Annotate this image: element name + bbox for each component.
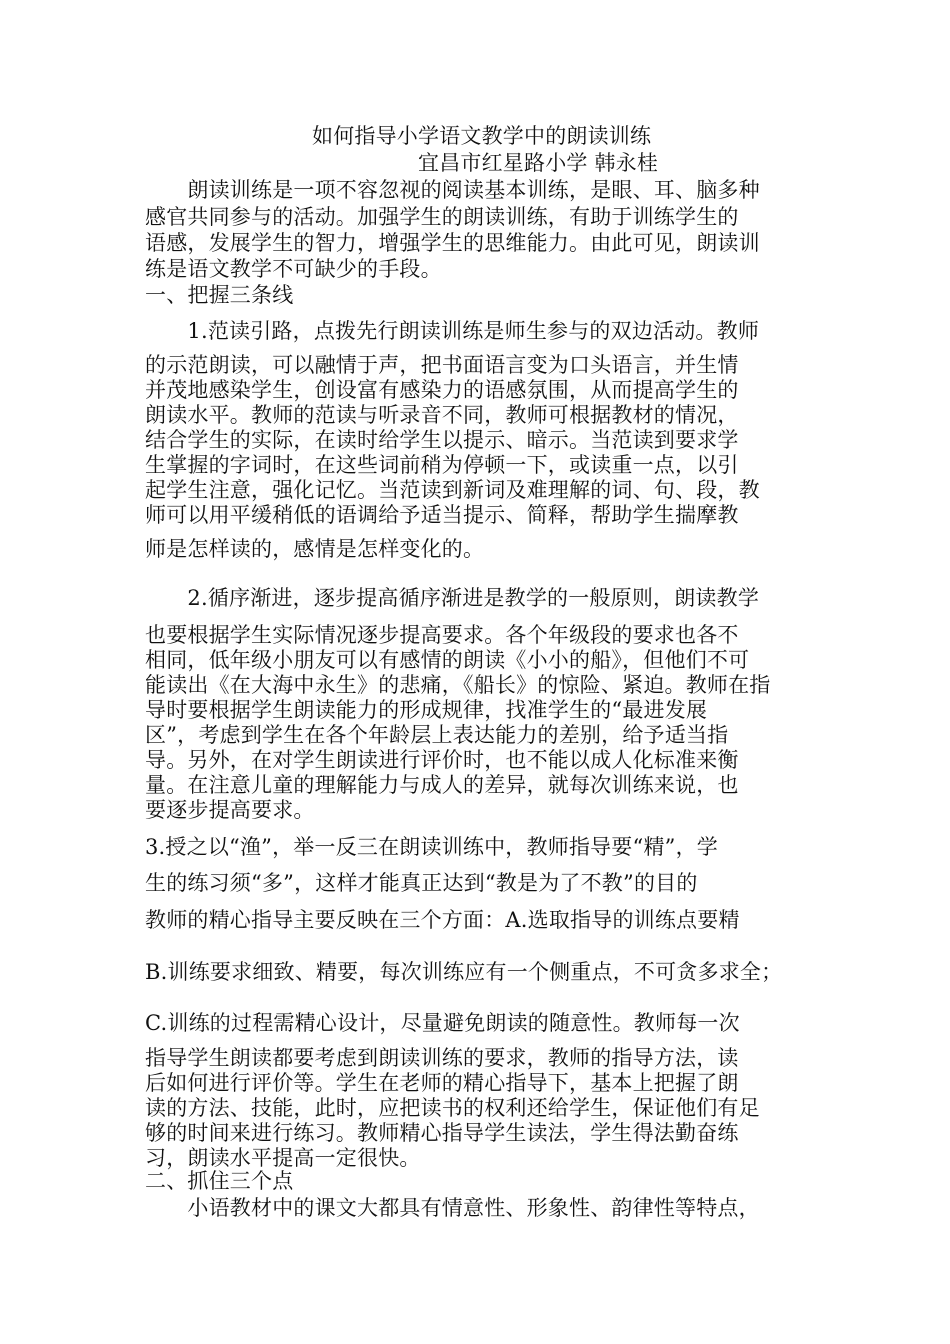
paragraph-line: 生的练习须“多”，这样才能真正达到“教是为了不教”的目的 (145, 871, 698, 895)
paragraph-line: 量。在注意儿童的理解能力与成人的差异，就每次训练来说，也 (145, 773, 739, 797)
paragraph-line: 够的时间来进行练习。教师精心指导学生读法，学生得法勤奋练 (145, 1121, 739, 1145)
paragraph-line: 也要根据学生实际情况逐步提高要求。各个年级段的要求也各不 (145, 623, 739, 647)
paragraph-line: B.训练要求细致、精要，每次训练应有一个侧重点，不可贪多求全； (145, 960, 783, 984)
paragraph-line: 的示范朗读，可以融情于声，把书面语言变为口头语言，并生情 (145, 353, 739, 377)
paragraph-line: 导时要根据学生朗读能力的形成规律，找准学生的“最进发展 (145, 698, 708, 722)
section-heading: 一、把握三条线 (145, 283, 294, 307)
paragraph-line: 师是怎样读的，感情是怎样变化的。 (145, 537, 485, 561)
paragraph-line: 能读出《在大海中永生》的悲痛，《船长》的惊险、紧迫。教师在指 (145, 673, 771, 697)
paragraph-line: 生掌握的字词时，在这些词前稍为停顿一下，或读重一点，以引 (145, 453, 739, 477)
paragraph-line: 习，朗读水平提高一定很快。 (145, 1146, 421, 1170)
paragraph-line: 结合学生的实际，在读时给学生以提示、暗示。当范读到要求学 (145, 428, 739, 452)
paragraph-line: C.训练的过程需精心设计，尽量避免朗读的随意性。教师每一次 (145, 1011, 740, 1035)
paragraph-line: 起学生注意，强化记忆。当范读到新词及难理解的词、句、段，教 (145, 478, 760, 502)
document-author: 宜昌市红星路小学 韩永桂 (418, 151, 659, 175)
paragraph-line: 朗读水平。教师的范读与听录音不同，教师可根据教材的情况， (145, 403, 739, 427)
paragraph-line: 并茂地感染学生，创设富有感染力的语感氛围，从而提高学生的 (145, 378, 739, 402)
paragraph-line: 后如何进行评价等。学生在老师的精心指导下，基本上把握了朗 (145, 1071, 739, 1095)
paragraph-line: 区”，考虑到学生在各个年龄层上表达能力的差别，给予适当指 (145, 723, 729, 747)
paragraph-line: 语感，发展学生的智力，增强学生的思维能力。由此可见，朗读训 (145, 231, 760, 255)
paragraph-line: 朗读训练是一项不容忽视的阅读基本训练，是眼、耳、脑多种 (145, 178, 760, 202)
paragraph-line: 感官共同参与的活动。加强学生的朗读训练，有助于训练学生的 (145, 205, 739, 229)
paragraph-line: 要逐步提高要求。 (145, 798, 315, 822)
paragraph-line: 指导学生朗读都要考虑到朗读训练的要求，教师的指导方法，读 (145, 1046, 739, 1070)
paragraph-line: 师可以用平缓稍低的语调给予适当提示、简释，帮助学生揣摩教 (145, 503, 739, 527)
paragraph-line: 小语教材中的课文大都具有情意性、形象性、韵律性等特点， (145, 1196, 760, 1220)
paragraph-line: 练是语文教学不可缺少的手段。 (145, 257, 442, 281)
paragraph-line: 1.范读引路，点拨先行朗读训练是师生参与的双边活动。教师 (145, 319, 760, 343)
paragraph-line: 教师的精心指导主要反映在三个方面：A.选取指导的训练点要精 (145, 908, 740, 932)
paragraph-line: 导。另外，在对学生朗读进行评价时，也不能以成人化标准来衡 (145, 748, 739, 772)
paragraph-line: 2.循序渐进，逐步提高循序渐进是教学的一般原则，朗读教学 (145, 586, 760, 610)
paragraph-line: 读的方法、技能，此时，应把读书的权利还给学生，保证他们有足 (145, 1096, 760, 1120)
paragraph-line: 3.授之以“渔”，举一反三在朗读训练中，教师指导要“精”，学 (145, 835, 718, 859)
paragraph-line: 相同，低年级小朋友可以有感情的朗读《小小的船》，但他们不可 (145, 648, 750, 672)
document-title: 如何指导小学语文教学中的朗读训练 (312, 124, 652, 148)
section-heading: 二、抓住三个点 (145, 1169, 294, 1193)
